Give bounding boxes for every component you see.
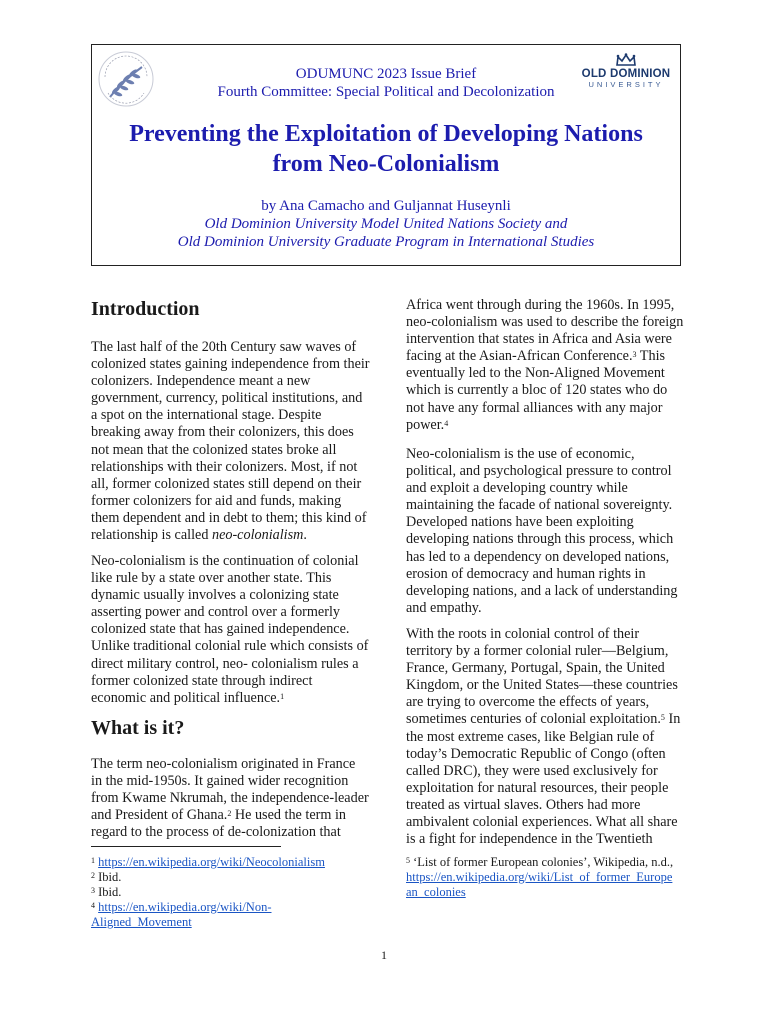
text-line: Developed nations have been exploiting bbox=[406, 514, 634, 531]
section-heading-introduction: Introduction bbox=[91, 298, 200, 320]
text-line: colonized states gaining independence from their bbox=[91, 356, 370, 373]
footnotes-left: $^1$ https://en.wikipedia.org/wiki/Neocolonialism $^2$ Ibid. $^3$ Ibid. $^4$ https://en.wikipedia.org/wiki/Non- Aligned_Movement bbox=[91, 855, 325, 929]
committee-label: Fourth Committee: Special Political and Decolonization bbox=[217, 84, 555, 100]
text-line: colonized state that has gained independence. bbox=[91, 621, 350, 638]
footnote-4-link-cont[interactable]: Aligned_Movement bbox=[91, 915, 192, 929]
right-paragraph-1: Africa went through during the 1960s. In 1995, neo-colonialism was used to describe the foreign intervention that states in Africa and Asia were facing at the Asian-African Conference.$^3$ This eventually led to the Non-Aligned Movement which is currently a bloc of 120 states who do not have any formal alliances with any major power.$^4$ bbox=[406, 297, 684, 433]
text-line: all, former colonized states still depend on their bbox=[91, 475, 362, 492]
what-is-it-paragraph: The term neo-colonialism originated in France in the mid-1950s. It gained wider recognition from Kwame Nkrumah, the independence-leader and President of Ghana.$^2$ He used the term in regard to the process of de-colonization that bbox=[91, 756, 369, 841]
text-line: Neo-colonialism is the use of economic, bbox=[406, 446, 635, 462]
text-line: former colonized state through indirect bbox=[91, 672, 313, 689]
text-line: developing nations through this process, which bbox=[406, 531, 674, 548]
text-line: a spot on the international stage. Despite bbox=[91, 407, 322, 424]
text-line: has led to a dependency on developed nations, bbox=[406, 548, 670, 565]
text-line: maintaining the facade of national sovereignty. bbox=[406, 497, 673, 514]
affiliation-line1: Old Dominion University Model United Nations Society and bbox=[204, 216, 568, 232]
text-line: Neo-colonialism is the continuation of colonial bbox=[91, 553, 359, 569]
right-paragraph-3: With the roots in colonial control of their territory by a former colonial ruler—Belgium, France, Germany, Portugal, Spain, the United Kingdom, or the United States—these countries are trying to overcome the effects of years, sometimes centuries of colonial exploitation.$^5$ In the most extreme cases, like Belgian rule of today’s Democratic Republic of Congo (often called DRC), they were used exclusively for exploitation for natural resources, their people treated as virtual slaves. Others had more ambivalent colonial experiences. What all share is a fight for independence in the Twentieth bbox=[406, 626, 681, 848]
logo-wordmark: OLD DOMINION bbox=[581, 68, 671, 80]
text-line: and exploit a developing country while bbox=[406, 480, 628, 497]
footnote-ref-1[interactable]: 1 bbox=[280, 691, 285, 701]
right-paragraph-2 bbox=[406, 446, 696, 617]
footnote-1-link[interactable]: https://en.wikipedia.org/wiki/Neocolonialism bbox=[98, 855, 325, 869]
text-line: Unlike traditional colonial rule which consists of bbox=[91, 638, 369, 655]
text-line: former colonizers for aid and funds, making bbox=[91, 492, 342, 509]
footnote-ref-2[interactable]: 2 bbox=[227, 809, 232, 819]
intro-paragraph-2: Neo-colonialism is the continuation of colonial like rule by a state over another state. This dynamic usually involves a colonizing state asserting power and control over a formerly colonized state that has gained independence. Unlike traditional colonial rule which consists of direct military control, neo- colonialism rules a former colonized state through indirect economic and political influence.$^1$ bbox=[91, 553, 391, 707]
text-line: developing nations, and a lack of understanding bbox=[406, 582, 678, 599]
page-number: 1 bbox=[381, 948, 387, 962]
footnote-ref-4[interactable]: 4 bbox=[444, 418, 449, 428]
affiliation-line2: Old Dominion University Graduate Program in International Studies bbox=[177, 234, 595, 250]
text-line: The last half of the 20th Century saw waves of bbox=[91, 339, 357, 355]
footnote-5-link[interactable]: https://en.wikipedia.org/wiki/List_of_former_Europe bbox=[406, 870, 673, 884]
text-line: them dependent and in debt to them; this kind of bbox=[91, 509, 367, 526]
text-line: political, and psychological pressure to control bbox=[406, 463, 672, 480]
page-title-line2: from Neo-Colonialism bbox=[272, 151, 500, 177]
issue-brief-header bbox=[91, 44, 681, 266]
footnote-ref-5[interactable]: 5 bbox=[660, 713, 665, 723]
text-line: like rule by a state over another state. This bbox=[91, 570, 332, 587]
brief-label: ODUMUNC 2023 Issue Brief bbox=[295, 66, 477, 82]
text-line: erosion of democracy and human rights in bbox=[406, 565, 646, 582]
authors: by Ana Camacho and Guljannat Huseynli bbox=[261, 198, 511, 214]
text-line: relationships with their colonizers. Most, if not bbox=[91, 458, 358, 475]
section-heading-what-is-it: What is it? bbox=[91, 717, 185, 739]
footnotes-right: $^5$ ‘List of former European colonies’, Wikipedia, n.d., https://en.wikipedia.org/wiki/List_of_former_Europe an_colonies bbox=[406, 855, 674, 899]
intro-paragraph-1: The last half of the 20th Century saw waves of colonized states gaining independence from their colonizers. Independence meant a new government, currency, political institutions, and a spot on the international stage. Despite breaking away from their colonizers, this does not mean that the colonized states broke all relationships with their colonizers. Most, if not all, former colonized states still depend on their former colonizers for aid and funds, making them dependent and in debt to them; this kind of relationship is called neo-colonialism. bbox=[91, 339, 391, 544]
text-line: dynamic usually involves a colonizing state bbox=[91, 587, 339, 604]
footnote-5-link-cont[interactable]: an_colonies bbox=[406, 885, 466, 899]
text-line: not mean that the colonized states broke all bbox=[91, 441, 337, 458]
logo-subtitle: UNIVERSITY bbox=[588, 80, 664, 89]
page-title-line1: Preventing the Exploitation of Developing Nations bbox=[129, 121, 643, 147]
footnote-ref-3[interactable]: 3 bbox=[632, 350, 637, 360]
text-line: asserting power and control over a formerly bbox=[91, 604, 340, 621]
text-line: direct military control, neo- colonialism rules a bbox=[91, 655, 359, 672]
footnote-divider-left bbox=[91, 846, 281, 847]
text-line: colonizers. Independence meant a new bbox=[91, 373, 311, 390]
text-line: government, currency, political institutions, and bbox=[91, 390, 363, 407]
footnote-4-link[interactable]: https://en.wikipedia.org/wiki/Non- bbox=[98, 900, 272, 914]
text-line: breaking away from their colonizers, this does bbox=[91, 424, 354, 441]
text-line: and empathy. bbox=[406, 599, 482, 616]
